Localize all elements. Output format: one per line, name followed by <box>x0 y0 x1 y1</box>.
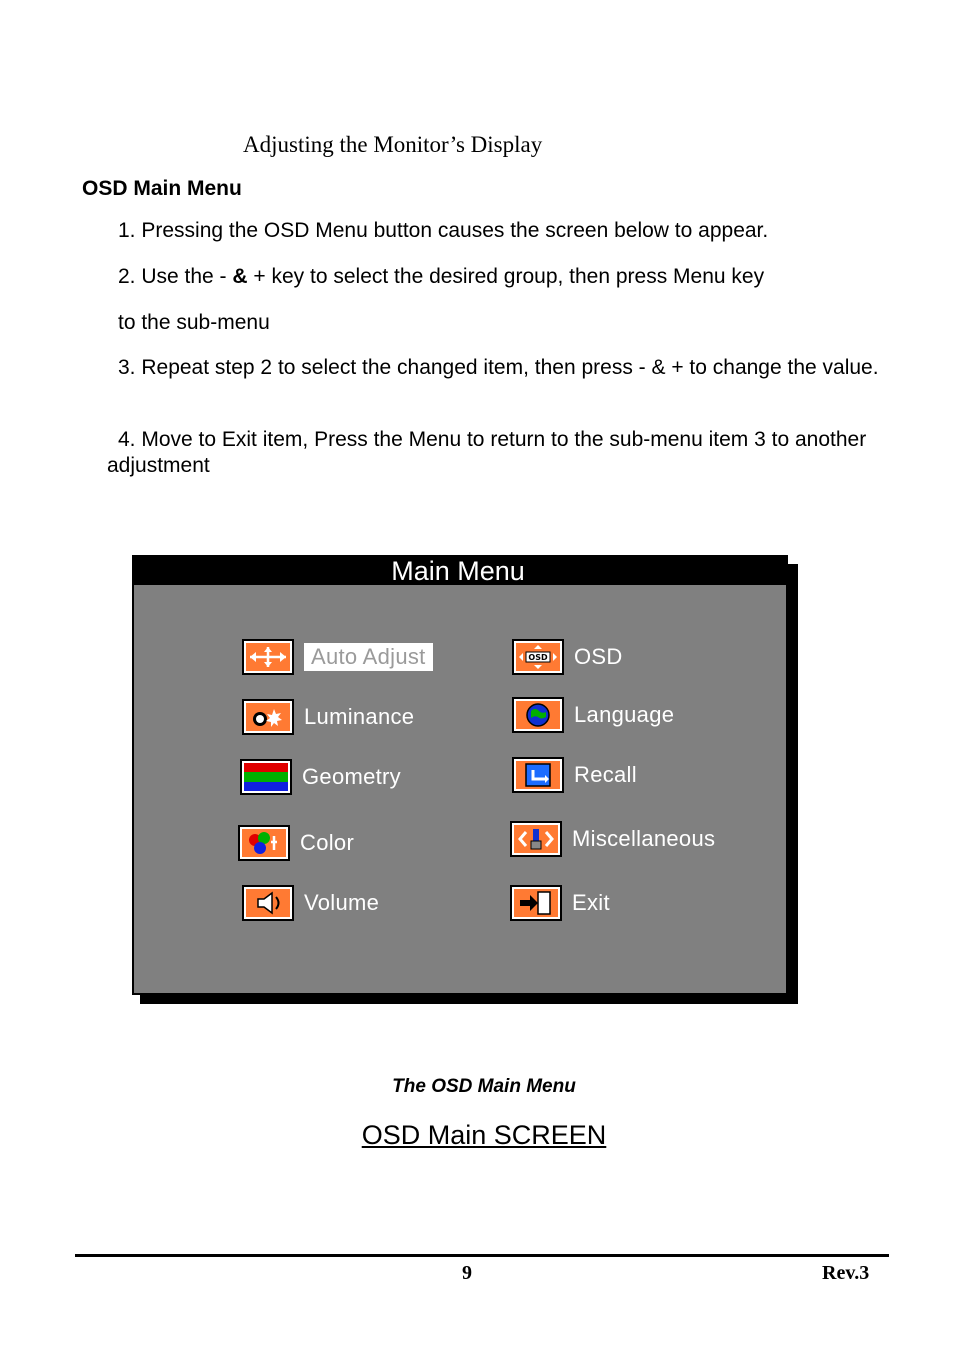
footer-rule <box>75 1254 889 1257</box>
menu-label: Luminance <box>304 704 415 729</box>
menu-label: Miscellaneous <box>572 826 716 851</box>
menu-item-miscellaneous[interactable] <box>512 823 715 855</box>
menu-label: Language <box>574 702 675 727</box>
figure-caption: The OSD Main Menu <box>392 1076 576 1097</box>
osd-icon <box>514 641 562 673</box>
miscellaneous-icon <box>512 823 560 855</box>
color-icon <box>240 827 288 859</box>
recall-icon <box>514 759 562 791</box>
section-title: OSD Main Menu <box>82 177 242 200</box>
step-2 <box>118 264 764 290</box>
exit-icon <box>512 887 560 919</box>
menu-item-exit[interactable] <box>512 887 610 919</box>
menu-label: Geometry <box>302 764 401 789</box>
screen-title: OSD Main SCREEN <box>361 1120 607 1150</box>
luminance-icon <box>244 701 292 733</box>
menu-label: Color <box>300 830 355 855</box>
menu-item-auto-adjust[interactable] <box>244 641 433 673</box>
menu-label: Auto Adjust <box>304 643 433 671</box>
header-title: Adjusting the Monitor’s Display <box>243 132 543 157</box>
osd-titlebar <box>134 557 786 585</box>
language-icon <box>514 699 562 731</box>
osd-main-menu-window <box>132 555 788 995</box>
menu-item-osd[interactable] <box>514 641 623 673</box>
menu-item-volume[interactable] <box>244 887 379 919</box>
osd-title: Main Menu <box>391 556 525 586</box>
menu-label: Recall <box>574 762 637 787</box>
step-2-continued: to the sub-menu <box>118 311 270 334</box>
step-3: 3. Repeat step 2 to select the changed item, then press - & + to change the value. <box>118 356 879 379</box>
revision-label: Rev.3 <box>822 1262 870 1284</box>
osd-icon-text: OSD <box>528 653 548 662</box>
page-number: 9 <box>462 1262 472 1284</box>
menu-label: OSD <box>574 644 623 669</box>
menu-item-recall[interactable] <box>514 759 637 791</box>
volume-icon <box>244 887 292 919</box>
step-4: 4. Move to Exit item, Press the Menu to return to the sub-menu item 3 to another adjustment <box>107 428 867 477</box>
geometry-icon <box>242 761 290 793</box>
menu-label: Volume <box>304 890 380 915</box>
menu-item-geometry[interactable] <box>242 761 401 793</box>
step-1: 1. Pressing the OSD Menu button causes the screen below to appear. <box>118 219 769 242</box>
menu-item-color[interactable] <box>240 827 354 859</box>
menu-item-luminance[interactable] <box>244 701 414 733</box>
auto-adjust-icon <box>244 641 292 673</box>
step-2-post: + key to select the desired group, then press Menu key <box>247 265 765 288</box>
menu-label: Exit <box>572 890 610 915</box>
step-2-pre: 2. Use the - <box>118 265 233 288</box>
menu-item-language[interactable] <box>514 699 674 731</box>
step-2-bold: & <box>232 265 248 288</box>
